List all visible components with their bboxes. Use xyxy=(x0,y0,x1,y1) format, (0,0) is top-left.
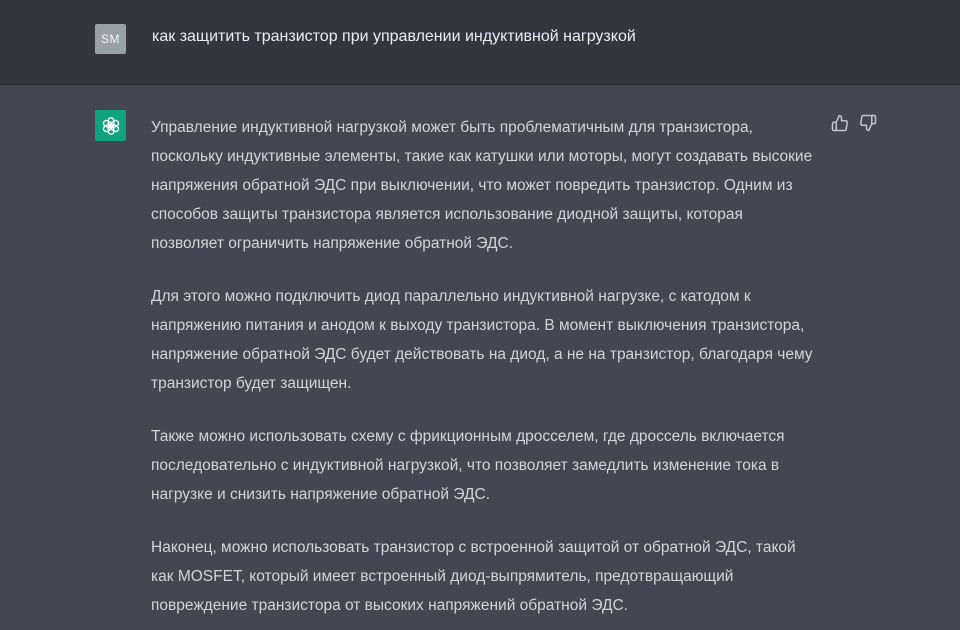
thumbs-up-button[interactable] xyxy=(831,114,849,132)
assistant-paragraph: Также можно использовать схему с фрикционным дросселем, где дроссель включается последовательно с индуктивной нагрузкой, что позволяет замедлить изменение тока в нагрузке и снизить напряжение обратной ЭДС. xyxy=(151,428,785,503)
assistant-paragraph: Для этого можно подключить диод параллельно индуктивной нагрузке, с катодом к напряжению питания и анодом к выходу транзистора. В момент выключения транзистора, напряжение обратной ЭДС будет действовать на диод, а не на транзистор, благодаря чему транзистор будет защищен. xyxy=(151,288,813,392)
assistant-avatar xyxy=(95,110,126,141)
user-message-text: как защитить транзистор при управлении индуктивной нагрузкой xyxy=(152,28,636,45)
assistant-paragraph: Управление индуктивной нагрузкой может быть проблематичным для транзистора, поскольку индуктивные элементы, такие как катушки или моторы, могут создавать высокие напряжения обратной ЭДС при выключении, что может повредить транзистор. Одним из способов защиты транзистора является использование диодной защиты, которая позволяет ограничить напряжение обратной ЭДС. xyxy=(151,119,813,252)
user-message-row xyxy=(0,0,960,85)
thumbs-up-icon xyxy=(831,114,849,132)
thumbs-down-button[interactable] xyxy=(859,114,877,132)
feedback-controls xyxy=(831,114,877,132)
user-avatar: SM xyxy=(95,24,126,54)
assistant-message-body xyxy=(151,113,815,630)
openai-logo-icon xyxy=(100,115,122,137)
assistant-paragraph: Наконец, можно использовать транзистор с встроенной защитой от обратной ЭДС, такой как MOSFET, который имеет встроенный диод-выпрямитель, предотвращающий повреждение транзистора от высоких напряжений обратной ЭДС. xyxy=(151,539,796,614)
thumbs-down-icon xyxy=(859,114,877,132)
assistant-message-row xyxy=(0,85,960,630)
